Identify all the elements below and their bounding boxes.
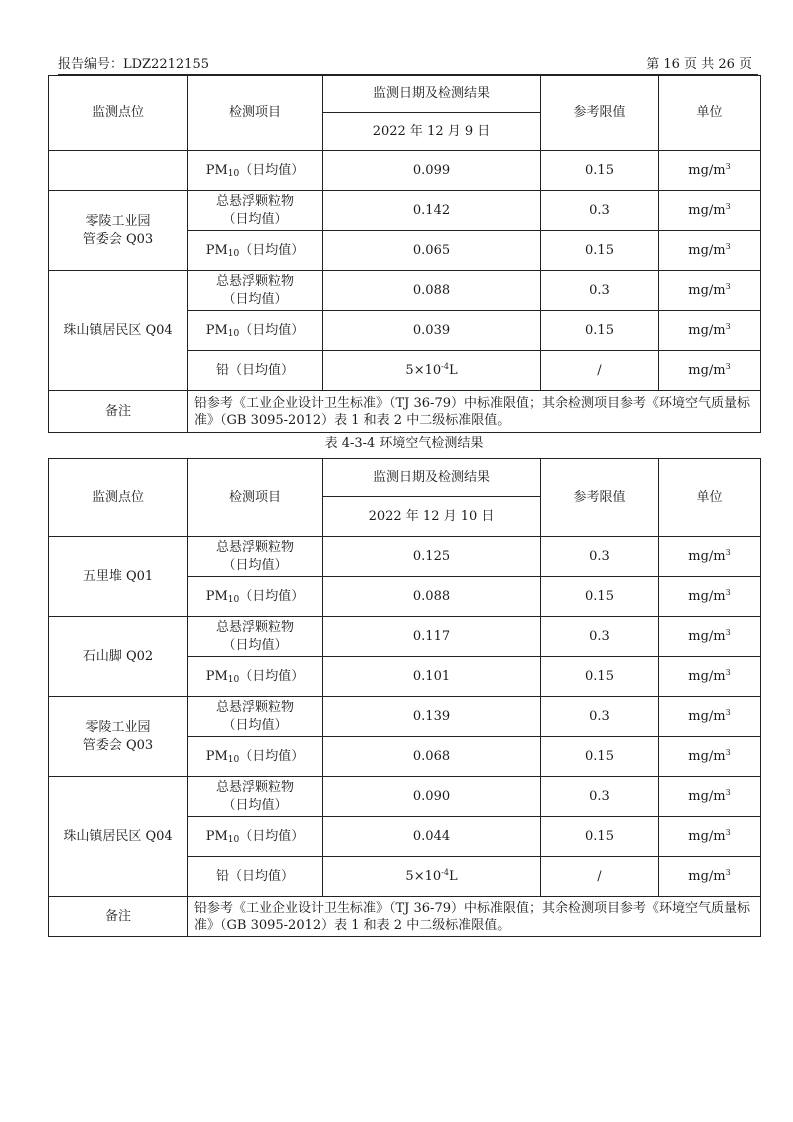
header-location: 监测点位 xyxy=(49,76,188,151)
table-caption: 表 4-3-4 环境空气检测结果 xyxy=(324,436,484,451)
value-cell: 0.090 xyxy=(323,777,541,817)
location-cell xyxy=(49,151,188,191)
header-unit: 单位 xyxy=(659,459,761,537)
report-number: 报告编号：LDZ2212155 xyxy=(58,57,209,72)
note-label: 备注 xyxy=(49,391,188,433)
item-pm10: $PM_{10}$（日均值） xyxy=(188,817,323,857)
results-table-2 xyxy=(48,458,761,937)
unit-cell: $mg/m^3$ xyxy=(659,857,761,897)
value-cell: 0.117 xyxy=(323,617,541,657)
item-pm10: $PM_{10}$（日均值） xyxy=(188,657,323,697)
item-tsp: 总悬浮颗粒物 （日均值） xyxy=(188,537,323,577)
note-text: 铅参考《工业企业设计卫生标准》（TJ 36-79）中标准限值；其余检测项目参考《环境空气质量标准》（GB 3095-2012）表 1 和表 2 中二级标准限值。 xyxy=(188,897,761,937)
item-pm10: $PM_{10}$（日均值） xyxy=(188,311,323,351)
limit-cell: 0.15 xyxy=(541,577,659,617)
item-tsp: 总悬浮颗粒物 （日均值） xyxy=(188,191,323,231)
header-limit: 参考限值 xyxy=(541,459,659,537)
item-tsp: 总悬浮颗粒物 （日均值） xyxy=(188,777,323,817)
header-unit: 单位 xyxy=(659,76,761,151)
item-tsp: 总悬浮颗粒物 （日均值） xyxy=(188,617,323,657)
note-label: 备注 xyxy=(49,897,188,937)
unit-cell: $mg/m^3$ xyxy=(659,737,761,777)
value-cell: $5\times 10^{-4}L$ xyxy=(323,857,541,897)
unit-cell: $mg/m^3$ xyxy=(659,657,761,697)
limit-cell: 0.15 xyxy=(541,151,659,191)
note-text: 铅参考《工业企业设计卫生标准》（TJ 36-79）中标准限值；其余检测项目参考《环境空气质量标准》（GB 3095-2012）表 1 和表 2 中二级标准限值。 xyxy=(188,391,761,433)
header-date-group: 监测日期及检测结果 xyxy=(323,76,541,113)
unit-cell: $mg/m^3$ xyxy=(659,151,761,191)
location-q03: 零陵工业园 管委会 Q03 xyxy=(49,697,188,777)
item-lead: 铅（日均值） xyxy=(188,857,323,897)
value-cell: 0.139 xyxy=(323,697,541,737)
value-cell: $5\times 10^{-4}L$ xyxy=(323,351,541,391)
item-pm10: $PM_{10}$（日均值） xyxy=(188,577,323,617)
unit-cell: $mg/m^3$ xyxy=(659,191,761,231)
unit-cell: $mg/m^3$ xyxy=(659,697,761,737)
unit-cell: $mg/m^3$ xyxy=(659,231,761,271)
unit-cell: $mg/m^3$ xyxy=(659,577,761,617)
unit-cell: $mg/m^3$ xyxy=(659,617,761,657)
value-cell: 0.039 xyxy=(323,311,541,351)
header-date-group: 监测日期及检测结果 xyxy=(323,459,541,497)
unit-cell: $mg/m^3$ xyxy=(659,817,761,857)
value-cell: 0.101 xyxy=(323,657,541,697)
value-cell: 0.068 xyxy=(323,737,541,777)
value-cell: 0.065 xyxy=(323,231,541,271)
results-table-1 xyxy=(48,75,761,433)
header-location: 监测点位 xyxy=(49,459,188,537)
location-q01: 五里堆 Q01 xyxy=(49,537,188,617)
header-date: 2022 年 12 月 10 日 xyxy=(323,497,541,537)
location-q04: 珠山镇居民区 Q04 xyxy=(49,777,188,897)
limit-cell: 0.3 xyxy=(541,697,659,737)
item-pm10: $PM_{10}$（日均值） xyxy=(188,737,323,777)
page-number: 第 16 页 共 26 页 xyxy=(646,57,752,72)
header-date: 2022 年 12 月 9 日 xyxy=(323,113,541,151)
location-q04: 珠山镇居民区 Q04 xyxy=(49,271,188,391)
limit-cell: 0.15 xyxy=(541,231,659,271)
limit-cell: 0.3 xyxy=(541,271,659,311)
value-cell: 0.088 xyxy=(323,271,541,311)
header-item: 检测项目 xyxy=(188,459,323,537)
value-cell: 0.044 xyxy=(323,817,541,857)
limit-cell: / xyxy=(541,351,659,391)
value-cell: 0.142 xyxy=(323,191,541,231)
page-header xyxy=(58,50,758,75)
item-lead: 铅（日均值） xyxy=(188,351,323,391)
unit-cell: $mg/m^3$ xyxy=(659,351,761,391)
limit-cell: 0.15 xyxy=(541,737,659,777)
item-pm10: $PM_{10}$（日均值） xyxy=(188,231,323,271)
item-pm10: $PM_{10}$（日均值） xyxy=(188,151,323,191)
unit-cell: $mg/m^3$ xyxy=(659,777,761,817)
unit-cell: $mg/m^3$ xyxy=(659,311,761,351)
location-q02: 石山脚 Q02 xyxy=(49,617,188,697)
limit-cell: / xyxy=(541,857,659,897)
item-tsp: 总悬浮颗粒物 （日均值） xyxy=(188,271,323,311)
limit-cell: 0.15 xyxy=(541,657,659,697)
limit-cell: 0.3 xyxy=(541,191,659,231)
limit-cell: 0.15 xyxy=(541,817,659,857)
unit-cell: $mg/m^3$ xyxy=(659,271,761,311)
item-tsp: 总悬浮颗粒物 （日均值） xyxy=(188,697,323,737)
value-cell: 0.099 xyxy=(323,151,541,191)
unit-cell: $mg/m^3$ xyxy=(659,537,761,577)
header-item: 检测项目 xyxy=(188,76,323,151)
limit-cell: 0.15 xyxy=(541,311,659,351)
limit-cell: 0.3 xyxy=(541,537,659,577)
value-cell: 0.125 xyxy=(323,537,541,577)
limit-cell: 0.3 xyxy=(541,777,659,817)
value-cell: 0.088 xyxy=(323,577,541,617)
header-limit: 参考限值 xyxy=(541,76,659,151)
limit-cell: 0.3 xyxy=(541,617,659,657)
location-q03: 零陵工业园 管委会 Q03 xyxy=(49,191,188,271)
